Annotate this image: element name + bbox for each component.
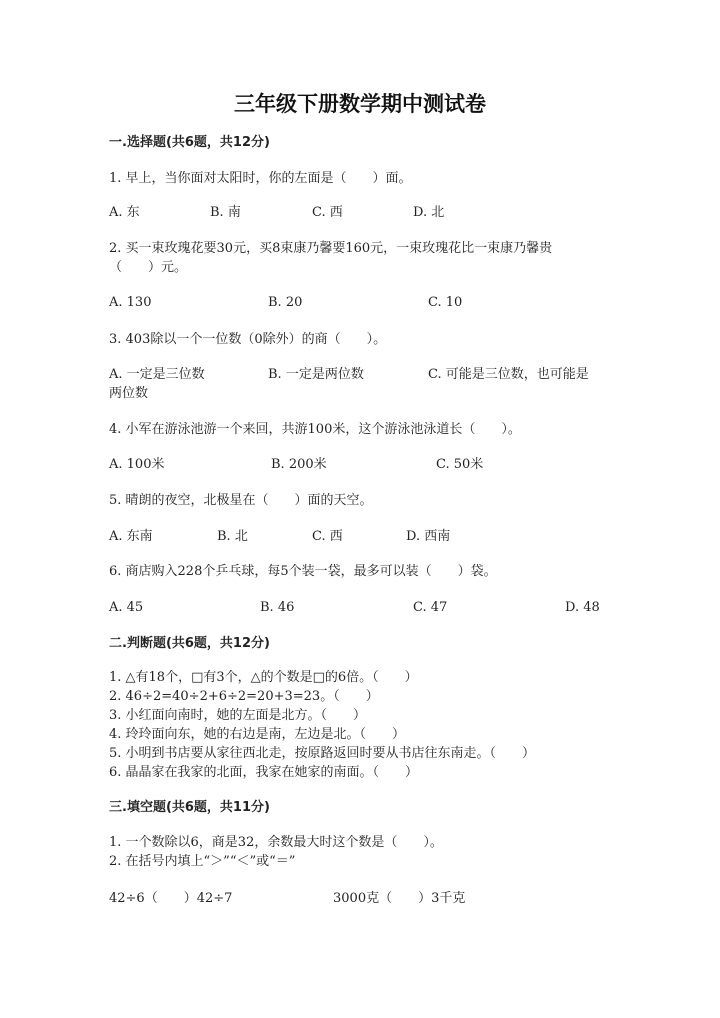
question-text: 4. 小军在游泳池游一个来回，共游100米，这个游泳池泳道长（ ）。 [109,422,521,437]
option: A. 130 [109,295,152,310]
option-cont: 两位数 [109,386,149,401]
judge-item: 4. 玲玲面向东，她的右边是南，左边是北。（ ） [109,727,406,742]
section-heading-fill: 三.填空题(共6题，共11分) [109,800,270,815]
option: A. 45 [109,600,144,615]
judge-item: 2. 46÷2=40÷2+6÷2=20+3=23。（ ） [109,689,379,704]
judge-item: 5. 小明到书店要从家往西北走，按原路返回时要从书店往东南走。（ ） [109,746,536,761]
option: B. 南 [210,205,241,220]
option: C. 50米 [436,457,484,472]
question-text: 3. 403除以一个一位数（0除外）的商（ ）。 [109,332,387,347]
option: B. 20 [268,295,303,310]
section-heading-judge: 二.判断题(共6题，共12分) [109,636,270,651]
judge-item: 6. 晶晶家在我家的北面，我家在她家的南面。（ ） [109,765,419,780]
fill-item: 2. 在括号内填上“＞”“＜”或“＝” [109,854,296,869]
option: D. 西南 [406,529,451,544]
judge-item: 3. 小红面向南时，她的左面是北方。（ ） [109,708,367,723]
option: B. 46 [260,600,295,615]
option: C. 10 [428,295,463,310]
option: A. 东南 [109,529,153,544]
option: D. 48 [565,600,600,615]
section-heading-choice: 一.选择题(共6题，共12分) [109,135,270,150]
question-text: 2. 买一束玫瑰花要30元，买8束康乃馨要160元，一束玫瑰花比一束康乃馨贵 [109,241,553,256]
compare-item: 3000克（ ）3千克 [333,891,466,906]
judge-item: 1. △有18个，□有3个，△的个数是□的6倍。（ ） [109,670,418,685]
compare-item: 42÷6（ ）42÷7 [109,891,233,906]
question-text: 6. 商店购入228个乒乓球，每5个装一袋，最多可以装（ ）袋。 [109,564,497,579]
question-text: 5. 晴朗的夜空，北极星在（ ）面的天空。 [109,493,373,508]
option: C. 西 [312,529,343,544]
fill-item: 1. 一个数除以6，商是32，余数最大时这个数是（ ）。 [109,835,443,850]
option: C. 可能是三位数，也可能是 [428,367,589,382]
option: C. 西 [312,205,343,220]
option: A. 一定是三位数 [109,367,205,382]
option: D. 北 [413,205,445,220]
option: A. 100米 [109,457,165,472]
option: B. 北 [217,529,248,544]
option: B. 200米 [271,457,327,472]
option: C. 47 [413,600,448,615]
option: B. 一定是两位数 [268,367,364,382]
question-text: 1. 早上，当你面对太阳时，你的左面是（ ）面。 [109,171,412,186]
question-text-cont: （ ）元。 [109,260,188,275]
page-title: 三年级下册数学期中测试卷 [234,92,486,116]
option: A. 东 [109,205,140,220]
